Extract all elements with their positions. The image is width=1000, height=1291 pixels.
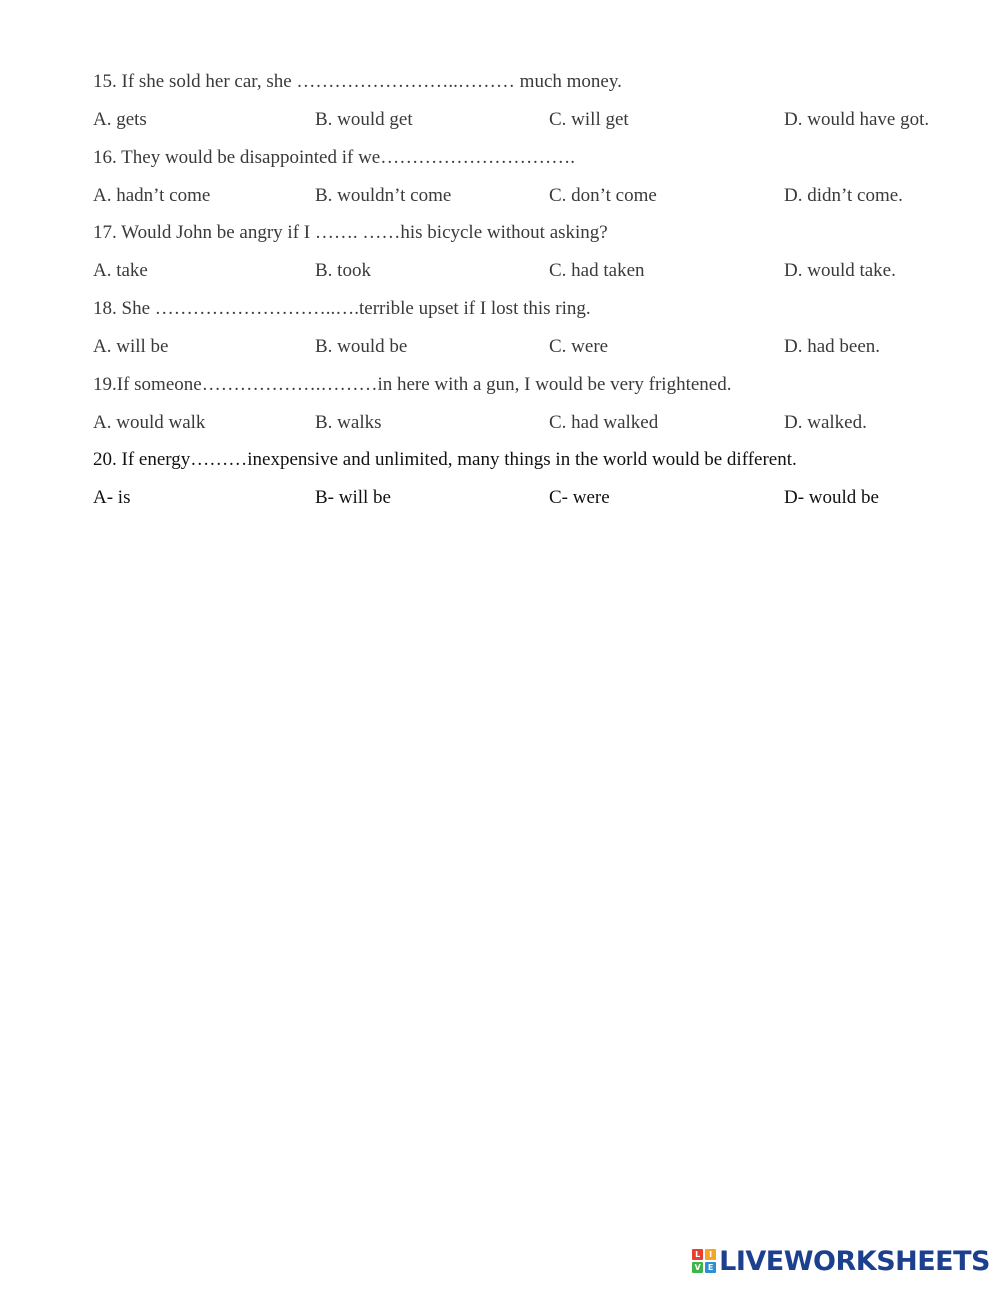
option-19-a[interactable]: A. would walk (93, 412, 206, 433)
option-20-c[interactable]: C- were (549, 487, 610, 508)
option-19-c[interactable]: C. had walked (549, 412, 659, 433)
option-20-b[interactable]: B- will be (315, 487, 391, 508)
option-15-b[interactable]: B. would get (315, 109, 413, 130)
option-17-d[interactable]: D. would take. (784, 260, 896, 281)
option-18-d[interactable]: D. had been. (784, 336, 881, 357)
question-19: 19.If someone……………….………in here with a gun, I would be very frightened. (93, 374, 732, 395)
option-16-a[interactable]: A. hadn’t come (93, 185, 211, 206)
logo-tile-e: E (705, 1262, 716, 1273)
options-15 (93, 108, 973, 132)
option-17-c[interactable]: C. had taken (549, 260, 645, 281)
logo-tile-l: L (692, 1249, 703, 1260)
option-20-d[interactable]: D- would be (784, 487, 879, 508)
option-15-c[interactable]: C. will get (549, 109, 629, 130)
question-16: 16. They would be disappointed if we…………………………. (93, 147, 575, 168)
option-18-c[interactable]: C. were (549, 336, 609, 357)
options-18 (93, 335, 973, 359)
option-16-b[interactable]: B. wouldn’t come (315, 185, 452, 206)
option-20-a[interactable]: A- is (93, 487, 131, 508)
option-15-d[interactable]: D. would have got. (784, 109, 930, 130)
option-15-a[interactable]: A. gets (93, 109, 147, 130)
logo-tile-i: I (705, 1249, 716, 1260)
option-17-b[interactable]: B. took (315, 260, 371, 281)
question-15: 15. If she sold her car, she ……………………..……… much money. (93, 71, 622, 92)
live-logo-icon (692, 1249, 716, 1273)
question-17: 17. Would John be angry if I ……. ……his bicycle without asking? (93, 222, 608, 243)
option-16-c[interactable]: C. don’t come (549, 185, 657, 206)
options-19 (93, 411, 973, 435)
question-18: 18. She ………………………..….terrible upset if I lost this ring. (93, 298, 591, 319)
options-17 (93, 259, 973, 283)
option-19-b[interactable]: B. walks (315, 412, 382, 433)
option-16-d[interactable]: D. didn’t come. (784, 185, 903, 206)
option-19-d[interactable]: D. walked. (784, 412, 867, 433)
logo-wordmark: LIVEWORKSHEETS (719, 1245, 990, 1277)
options-16 (93, 184, 973, 208)
question-20: 20. If energy………inexpensive and unlimited, many things in the world would be different. (93, 449, 797, 470)
option-18-a[interactable]: A. will be (93, 336, 169, 357)
logo-tile-v: V (692, 1262, 703, 1273)
options-20 (93, 486, 973, 510)
liveworksheets-logo (692, 1247, 990, 1275)
option-17-a[interactable]: A. take (93, 260, 148, 281)
option-18-b[interactable]: B. would be (315, 336, 408, 357)
